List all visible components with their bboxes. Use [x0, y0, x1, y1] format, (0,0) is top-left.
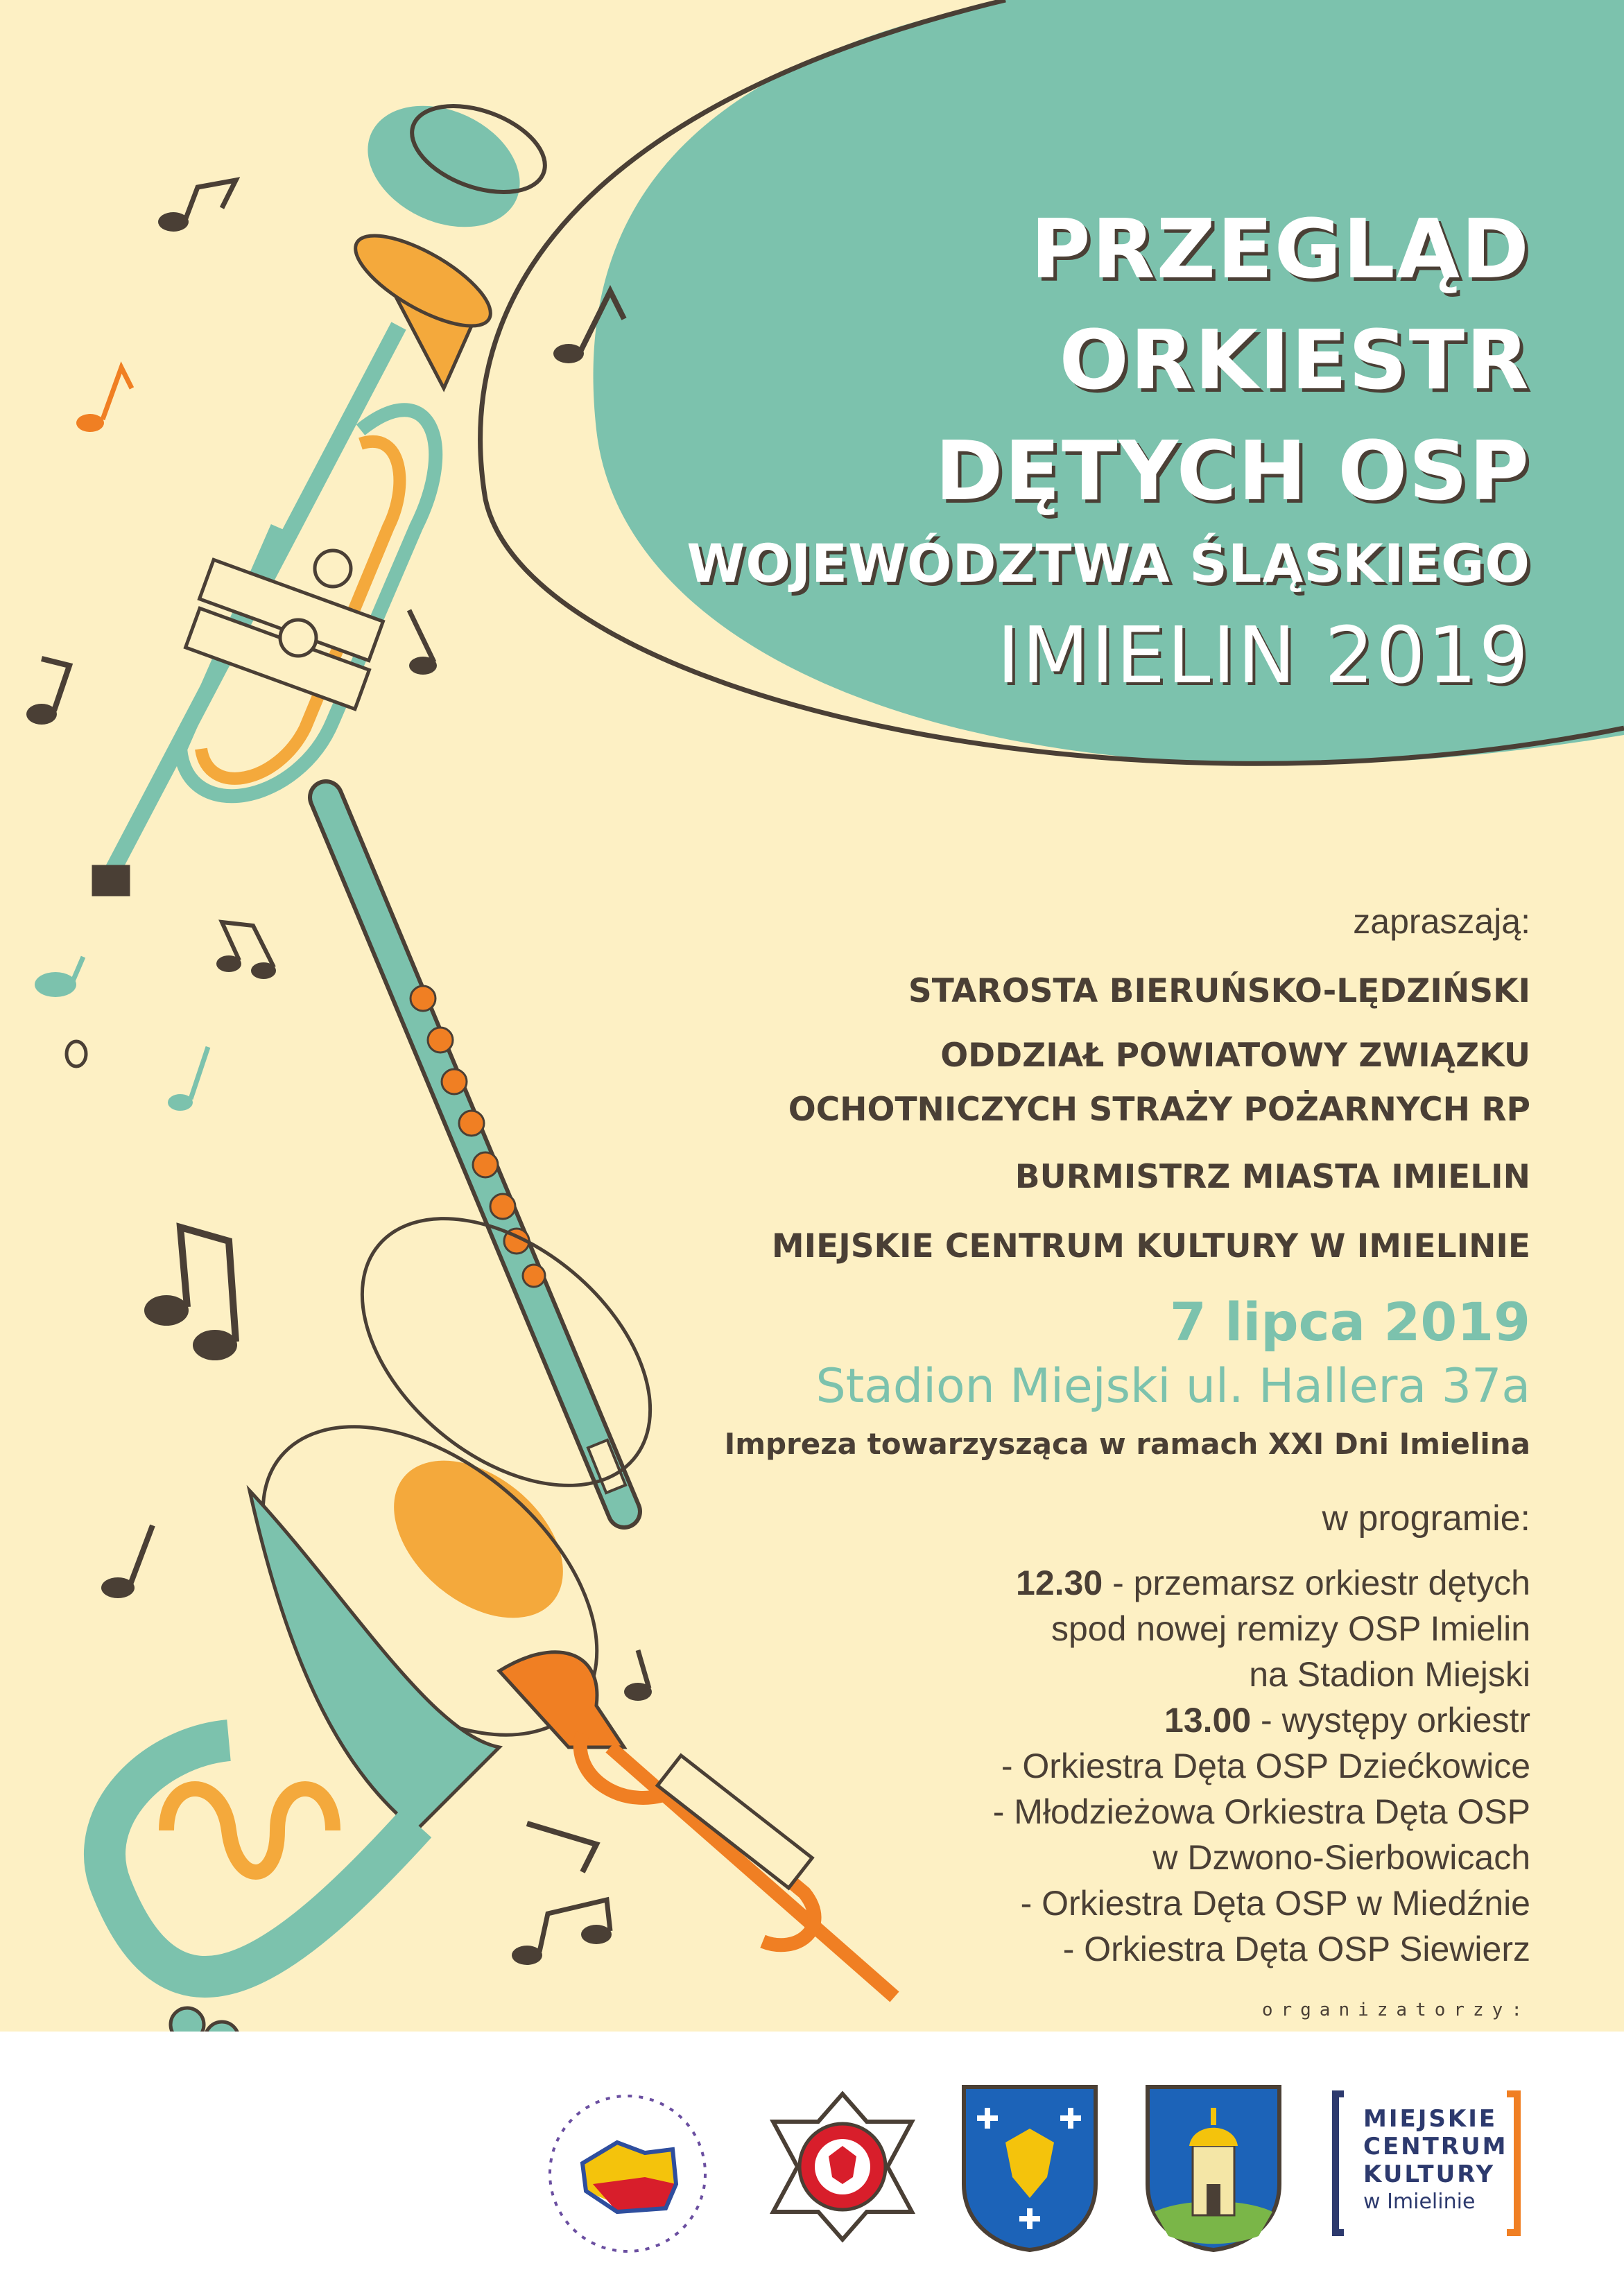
event-venue: Stadion Miejski ul. Hallera 37a — [815, 1359, 1530, 1414]
program-label: w programie: — [1322, 1498, 1530, 1539]
band-item: w Dzwono-Sierbowicach — [1152, 1838, 1530, 1877]
program-time-1: 12.30 — [1016, 1564, 1103, 1602]
mck-line-4: w Imielinie — [1363, 2190, 1476, 2214]
mck-line-3: KULTURY — [1363, 2160, 1496, 2188]
organizer-5: MIEJSKIE CENTRUM KULTURY W IMIELINIE — [771, 1227, 1530, 1265]
flute-icon — [326, 797, 625, 1512]
organizer-1: STAROSTA BIERUŃSKO-LĘDZIŃSKI — [908, 972, 1530, 1010]
invite-label: zapraszają: — [1353, 902, 1530, 941]
imielin-coat-of-arms — [1141, 2080, 1286, 2253]
event-side-note: Impreza towarzysząca w ramach XXI Dni Imielina — [724, 1427, 1530, 1461]
organizer-2: ODDZIAŁ POWIATOWY ZWIĄZKU — [940, 1037, 1530, 1075]
band-item: - Orkiestra Dęta OSP Siewierz — [1062, 1930, 1530, 1968]
title-line-2: ORKIESTR — [1059, 312, 1530, 408]
program-item-1-line-3: na Stadion Miejski — [1249, 1655, 1530, 1694]
organizer-4: BURMISTRZ MIASTA IMIELIN — [1014, 1158, 1530, 1196]
program-item-1 — [993, 1560, 1530, 1606]
event-date: 7 lipca 2019 — [1169, 1291, 1530, 1353]
mck-line-1: MIEJSKIE — [1363, 2105, 1498, 2133]
program-time-2: 13.00 — [1164, 1701, 1252, 1740]
band-item: - Orkiestra Dęta OSP Dziećkowice — [1001, 1747, 1530, 1785]
title-line-1: PRZEGLĄD — [1030, 201, 1530, 297]
mck-logo — [1330, 2087, 1524, 2240]
organizer-3: OCHOTNICZYCH STRAŻY POŻARNYCH RP — [788, 1091, 1530, 1129]
organizers-label: organizatorzy: — [1261, 2000, 1530, 2020]
program-item-2-text: - występy orkiestr — [1251, 1701, 1530, 1740]
trumpet-top-icon — [94, 218, 503, 894]
program-item-1-text: - przemarsz orkiestr dętych — [1103, 1564, 1530, 1602]
title-line-5: IMIELIN 2019 — [996, 611, 1530, 701]
band-item: - Orkiestra Dęta OSP w Miedźnie — [1020, 1884, 1530, 1923]
band-item: - Młodzieżowa Orkiestra Dęta OSP — [992, 1792, 1530, 1831]
fire-brigade-logo — [763, 2087, 922, 2246]
trumpet-bottom-icon — [499, 1652, 895, 1997]
title-line-3: DĘTYCH OSP — [935, 423, 1530, 519]
association-logo — [541, 2087, 714, 2260]
ellipse-deco — [364, 1429, 593, 1649]
program-list — [993, 1560, 1530, 1972]
program-item-2 — [993, 1697, 1530, 1743]
title-line-4: WOJEWÓDZTWA ŚLĄSKIEGO — [686, 532, 1530, 594]
silesia-coat-of-arms — [957, 2080, 1103, 2253]
mck-line-2: CENTRUM — [1363, 2133, 1508, 2160]
program-item-1-line-2: spod nowej remizy OSP Imielin — [1051, 1609, 1530, 1648]
